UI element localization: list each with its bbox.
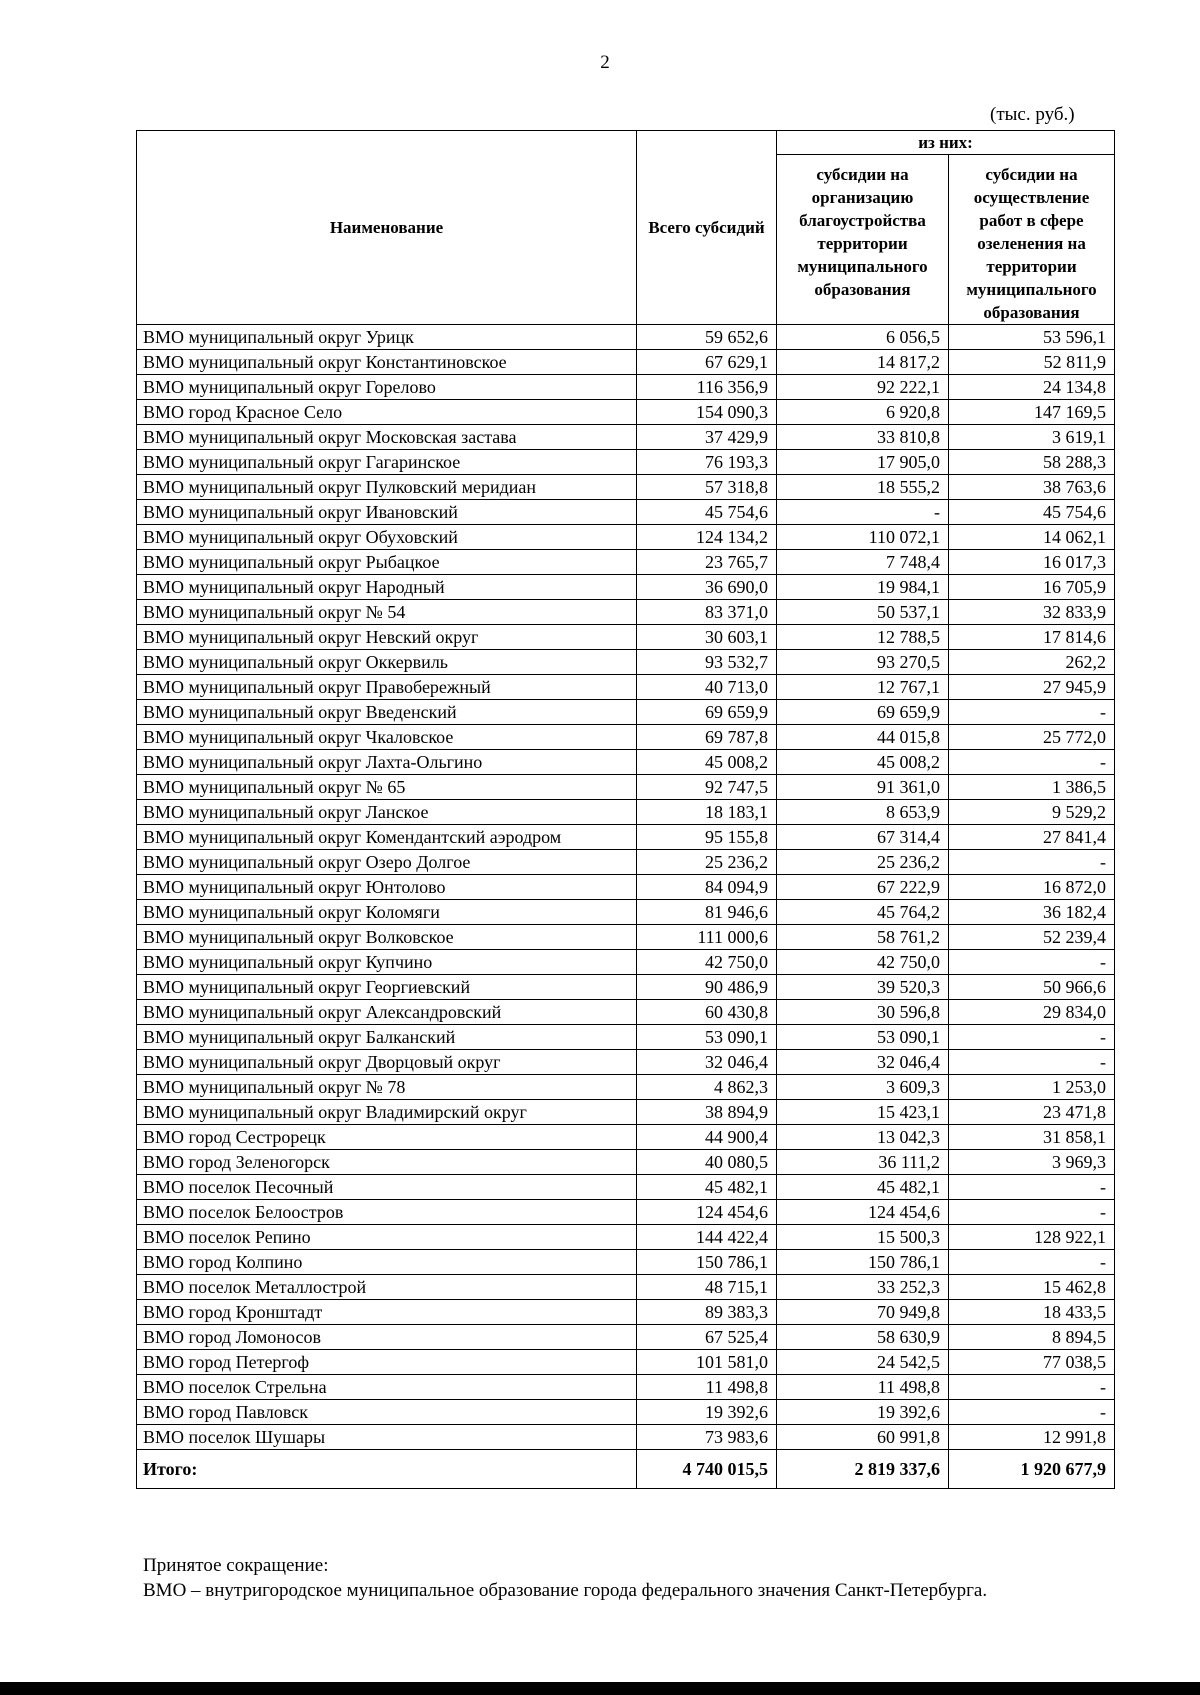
cell-total: 59 652,6 [637,325,777,350]
cell-improvement: 67 314,4 [777,825,949,850]
cell-greening: 147 169,5 [949,400,1115,425]
subsidies-table [136,130,1115,1489]
cell-greening: 77 038,5 [949,1350,1115,1375]
table-row [137,975,1115,1000]
table-row [137,575,1115,600]
cell-greening: 8 894,5 [949,1325,1115,1350]
cell-greening: 16 017,3 [949,550,1115,575]
cell-total: 45 008,2 [637,750,777,775]
cell-name: ВМО муниципальный округ Пулковский меридиан [137,475,637,500]
cell-name: ВМО город Сестрорецк [137,1125,637,1150]
cell-name: ВМО муниципальный округ Введенский [137,700,637,725]
cell-total: 81 946,6 [637,900,777,925]
table-row [137,925,1115,950]
cell-improvement: 69 659,9 [777,700,949,725]
table-row [137,775,1115,800]
cell-name: ВМО муниципальный округ Константиновское [137,350,637,375]
cell-name: ВМО поселок Стрельна [137,1375,637,1400]
table-row [137,375,1115,400]
table-row [137,750,1115,775]
cell-name: ВМО муниципальный округ Правобережный [137,675,637,700]
cell-improvement: 30 596,8 [777,1000,949,1025]
cell-total: 89 383,3 [637,1300,777,1325]
cell-name: ВМО муниципальный округ Александровский [137,1000,637,1025]
cell-improvement: 53 090,1 [777,1025,949,1050]
cell-improvement: 19 984,1 [777,575,949,600]
cell-improvement: 25 236,2 [777,850,949,875]
cell-improvement: 8 653,9 [777,800,949,825]
cell-improvement: 13 042,3 [777,1125,949,1150]
cell-total: 116 356,9 [637,375,777,400]
table-row [137,1400,1115,1425]
cell-total: 11 498,8 [637,1375,777,1400]
cell-name: ВМО город Зеленогорск [137,1150,637,1175]
cell-name: ВМО муниципальный округ Лахта-Ольгино [137,750,637,775]
cell-total: 73 983,6 [637,1425,777,1450]
cell-name: ВМО муниципальный округ Ланское [137,800,637,825]
cell-name: ВМО муниципальный округ Дворцовый округ [137,1050,637,1075]
cell-greening: - [949,750,1115,775]
cell-name: ВМО муниципальный округ Юнтолово [137,875,637,900]
header-greening-subsidies: субсидии на осуществление работ в сфере озеленения на территории муниципального образования [949,155,1115,325]
cell-improvement: 18 555,2 [777,475,949,500]
cell-name: ВМО поселок Белоостров [137,1200,637,1225]
cell-greening: - [949,700,1115,725]
table-row [137,1150,1115,1175]
cell-improvement: 58 761,2 [777,925,949,950]
table-row [137,500,1115,525]
table-row [137,1200,1115,1225]
cell-improvement: 45 764,2 [777,900,949,925]
cell-greening: 9 529,2 [949,800,1115,825]
cell-name: ВМО муниципальный округ Озеро Долгое [137,850,637,875]
header-total: Всего субсидий [637,131,777,325]
cell-name: ВМО муниципальный округ Купчино [137,950,637,975]
cell-greening: 262,2 [949,650,1115,675]
cell-total: 69 659,9 [637,700,777,725]
table-row [137,400,1115,425]
cell-name: ВМО муниципальный округ Георгиевский [137,975,637,1000]
total-greening: 1 920 677,9 [949,1450,1115,1489]
cell-greening: - [949,1175,1115,1200]
cell-name: ВМО муниципальный округ Ивановский [137,500,637,525]
cell-total: 38 894,9 [637,1100,777,1125]
total-label: Итого: [137,1450,637,1489]
cell-greening: 3 969,3 [949,1150,1115,1175]
cell-total: 30 603,1 [637,625,777,650]
cell-improvement: 110 072,1 [777,525,949,550]
cell-name: ВМО муниципальный округ № 54 [137,600,637,625]
cell-improvement: 24 542,5 [777,1350,949,1375]
cell-improvement: 15 500,3 [777,1225,949,1250]
cell-total: 92 747,5 [637,775,777,800]
table-row [137,1050,1115,1075]
table-row [137,1175,1115,1200]
table-row [137,1100,1115,1125]
cell-improvement: 6 056,5 [777,325,949,350]
header-name: Наименование [137,131,637,325]
header-improvement-subsidies: субсидии на организацию благоустройства территории муниципального образования [777,155,949,325]
cell-improvement: 58 630,9 [777,1325,949,1350]
cell-greening: 128 922,1 [949,1225,1115,1250]
table-row [137,850,1115,875]
table-row [137,675,1115,700]
cell-total: 40 713,0 [637,675,777,700]
subsidies-table-container [136,130,1114,1489]
cell-improvement: 19 392,6 [777,1400,949,1425]
cell-total: 67 629,1 [637,350,777,375]
cell-name: ВМО муниципальный округ Гагаринское [137,450,637,475]
cell-name: ВМО город Петергоф [137,1350,637,1375]
cell-improvement: 32 046,4 [777,1050,949,1075]
table-row [137,1250,1115,1275]
table-header [137,131,1115,325]
cell-total: 93 532,7 [637,650,777,675]
header-of-which: из них: [777,131,1115,155]
cell-greening: - [949,850,1115,875]
cell-name: ВМО муниципальный округ Владимирский округ [137,1100,637,1125]
cell-improvement: 45 008,2 [777,750,949,775]
table-row [137,875,1115,900]
cell-total: 19 392,6 [637,1400,777,1425]
cell-total: 69 787,8 [637,725,777,750]
cell-greening: 1 386,5 [949,775,1115,800]
cell-total: 23 765,7 [637,550,777,575]
cell-greening: 45 754,6 [949,500,1115,525]
table-row [137,1350,1115,1375]
cell-name: ВМО муниципальный округ Горелово [137,375,637,400]
table-row [137,450,1115,475]
scan-bottom-edge [0,1682,1200,1695]
cell-total: 154 090,3 [637,400,777,425]
cell-improvement: 17 905,0 [777,450,949,475]
cell-greening: - [949,1400,1115,1425]
table-row [137,525,1115,550]
cell-name: ВМО муниципальный округ Комендантский аэродром [137,825,637,850]
cell-name: ВМО поселок Металлострой [137,1275,637,1300]
cell-greening: 1 253,0 [949,1075,1115,1100]
cell-total: 45 482,1 [637,1175,777,1200]
cell-greening: 29 834,0 [949,1000,1115,1025]
footnote [143,1553,987,1603]
cell-name: ВМО город Кронштадт [137,1300,637,1325]
table-row [137,1225,1115,1250]
table-row [137,1375,1115,1400]
cell-total: 48 715,1 [637,1275,777,1300]
total-row [137,1450,1115,1489]
cell-total: 90 486,9 [637,975,777,1000]
cell-name: ВМО муниципальный округ Невский округ [137,625,637,650]
cell-name: ВМО муниципальный округ Чкаловское [137,725,637,750]
table-row [137,825,1115,850]
cell-improvement: 11 498,8 [777,1375,949,1400]
cell-greening: 38 763,6 [949,475,1115,500]
table-row [137,1300,1115,1325]
cell-greening: 3 619,1 [949,425,1115,450]
cell-name: ВМО поселок Репино [137,1225,637,1250]
cell-name: ВМО поселок Шушары [137,1425,637,1450]
cell-greening: 16 705,9 [949,575,1115,600]
cell-total: 37 429,9 [637,425,777,450]
cell-improvement: 67 222,9 [777,875,949,900]
cell-improvement: 44 015,8 [777,725,949,750]
cell-greening: 52 811,9 [949,350,1115,375]
cell-total: 76 193,3 [637,450,777,475]
cell-greening: - [949,1050,1115,1075]
total-sum: 4 740 015,5 [637,1450,777,1489]
cell-greening: 36 182,4 [949,900,1115,925]
cell-total: 124 454,6 [637,1200,777,1225]
cell-improvement: 3 609,3 [777,1075,949,1100]
cell-greening: 17 814,6 [949,625,1115,650]
table-row [137,800,1115,825]
cell-greening: 24 134,8 [949,375,1115,400]
table-row [137,425,1115,450]
cell-greening: 27 945,9 [949,675,1115,700]
cell-greening: 14 062,1 [949,525,1115,550]
cell-total: 83 371,0 [637,600,777,625]
cell-total: 53 090,1 [637,1025,777,1050]
cell-name: ВМО поселок Песочный [137,1175,637,1200]
table-row [137,1025,1115,1050]
cell-name: ВМО муниципальный округ Народный [137,575,637,600]
table-row [137,550,1115,575]
cell-improvement: 36 111,2 [777,1150,949,1175]
footnote-text: ВМО – внутригородское муниципальное образование города федерального значения Санкт-Петербурга. [143,1580,988,1601]
table-row [137,350,1115,375]
cell-total: 40 080,5 [637,1150,777,1175]
cell-total: 144 422,4 [637,1225,777,1250]
cell-name: ВМО город Павловск [137,1400,637,1425]
cell-greening: - [949,950,1115,975]
cell-improvement: 70 949,8 [777,1300,949,1325]
cell-greening: 52 239,4 [949,925,1115,950]
cell-improvement: 39 520,3 [777,975,949,1000]
cell-greening: - [949,1200,1115,1225]
table-row [137,475,1115,500]
cell-greening: - [949,1025,1115,1050]
table-row [137,1325,1115,1350]
cell-greening: 50 966,6 [949,975,1115,1000]
cell-greening: - [949,1375,1115,1400]
cell-name: ВМО муниципальный округ Коломяги [137,900,637,925]
table-row [137,1125,1115,1150]
cell-total: 32 046,4 [637,1050,777,1075]
cell-total: 67 525,4 [637,1325,777,1350]
cell-total: 25 236,2 [637,850,777,875]
page-number: 2 [600,52,610,73]
cell-total: 111 000,6 [637,925,777,950]
table-row [137,700,1115,725]
cell-total: 60 430,8 [637,1000,777,1025]
cell-name: ВМО город Красное Село [137,400,637,425]
cell-name: ВМО муниципальный округ Рыбацкое [137,550,637,575]
cell-greening: 31 858,1 [949,1125,1115,1150]
table-row [137,625,1115,650]
table-row [137,1425,1115,1450]
cell-total: 57 318,8 [637,475,777,500]
cell-total: 44 900,4 [637,1125,777,1150]
cell-improvement: 7 748,4 [777,550,949,575]
cell-greening: 32 833,9 [949,600,1115,625]
cell-name: ВМО муниципальный округ Обуховский [137,525,637,550]
cell-improvement: 50 537,1 [777,600,949,625]
cell-improvement: 15 423,1 [777,1100,949,1125]
cell-name: ВМО муниципальный округ № 65 [137,775,637,800]
cell-greening: 53 596,1 [949,325,1115,350]
cell-greening: 58 288,3 [949,450,1115,475]
cell-greening: 12 991,8 [949,1425,1115,1450]
cell-improvement: 33 810,8 [777,425,949,450]
cell-improvement: 92 222,1 [777,375,949,400]
cell-improvement: 150 786,1 [777,1250,949,1275]
table-row [137,900,1115,925]
cell-improvement: 91 361,0 [777,775,949,800]
cell-name: ВМО муниципальный округ Балканский [137,1025,637,1050]
cell-total: 36 690,0 [637,575,777,600]
cell-greening: 25 772,0 [949,725,1115,750]
cell-name: ВМО муниципальный округ Оккервиль [137,650,637,675]
cell-improvement: 42 750,0 [777,950,949,975]
cell-greening: 27 841,4 [949,825,1115,850]
cell-improvement: 124 454,6 [777,1200,949,1225]
cell-greening: 16 872,0 [949,875,1115,900]
cell-total: 4 862,3 [637,1075,777,1100]
table-body [137,325,1115,1450]
total-improvement: 2 819 337,6 [777,1450,949,1489]
table-row [137,650,1115,675]
cell-total: 124 134,2 [637,525,777,550]
cell-improvement: 12 788,5 [777,625,949,650]
footnote-title: Принятое сокращение: [143,1555,329,1576]
cell-greening: 18 433,5 [949,1300,1115,1325]
cell-improvement: 6 920,8 [777,400,949,425]
cell-name: ВМО муниципальный округ № 78 [137,1075,637,1100]
table-row [137,1275,1115,1300]
cell-total: 18 183,1 [637,800,777,825]
cell-name: ВМО муниципальный округ Урицк [137,325,637,350]
cell-name: ВМО город Колпино [137,1250,637,1275]
cell-total: 101 581,0 [637,1350,777,1375]
table-row [137,1000,1115,1025]
table-row [137,950,1115,975]
cell-name: ВМО город Ломоносов [137,1325,637,1350]
cell-total: 150 786,1 [637,1250,777,1275]
cell-total: 45 754,6 [637,500,777,525]
cell-total: 42 750,0 [637,950,777,975]
cell-total: 84 094,9 [637,875,777,900]
cell-improvement: 93 270,5 [777,650,949,675]
table-row [137,1075,1115,1100]
table-row [137,600,1115,625]
cell-greening: - [949,1250,1115,1275]
cell-greening: 15 462,8 [949,1275,1115,1300]
cell-improvement: - [777,500,949,525]
cell-name: ВМО муниципальный округ Волковское [137,925,637,950]
cell-improvement: 12 767,1 [777,675,949,700]
units-label: (тыс. руб.) [990,104,1075,125]
table-row [137,725,1115,750]
cell-name: ВМО муниципальный округ Московская застава [137,425,637,450]
cell-improvement: 60 991,8 [777,1425,949,1450]
table-row [137,325,1115,350]
cell-improvement: 33 252,3 [777,1275,949,1300]
cell-improvement: 14 817,2 [777,350,949,375]
cell-greening: 23 471,8 [949,1100,1115,1125]
cell-improvement: 45 482,1 [777,1175,949,1200]
cell-total: 95 155,8 [637,825,777,850]
